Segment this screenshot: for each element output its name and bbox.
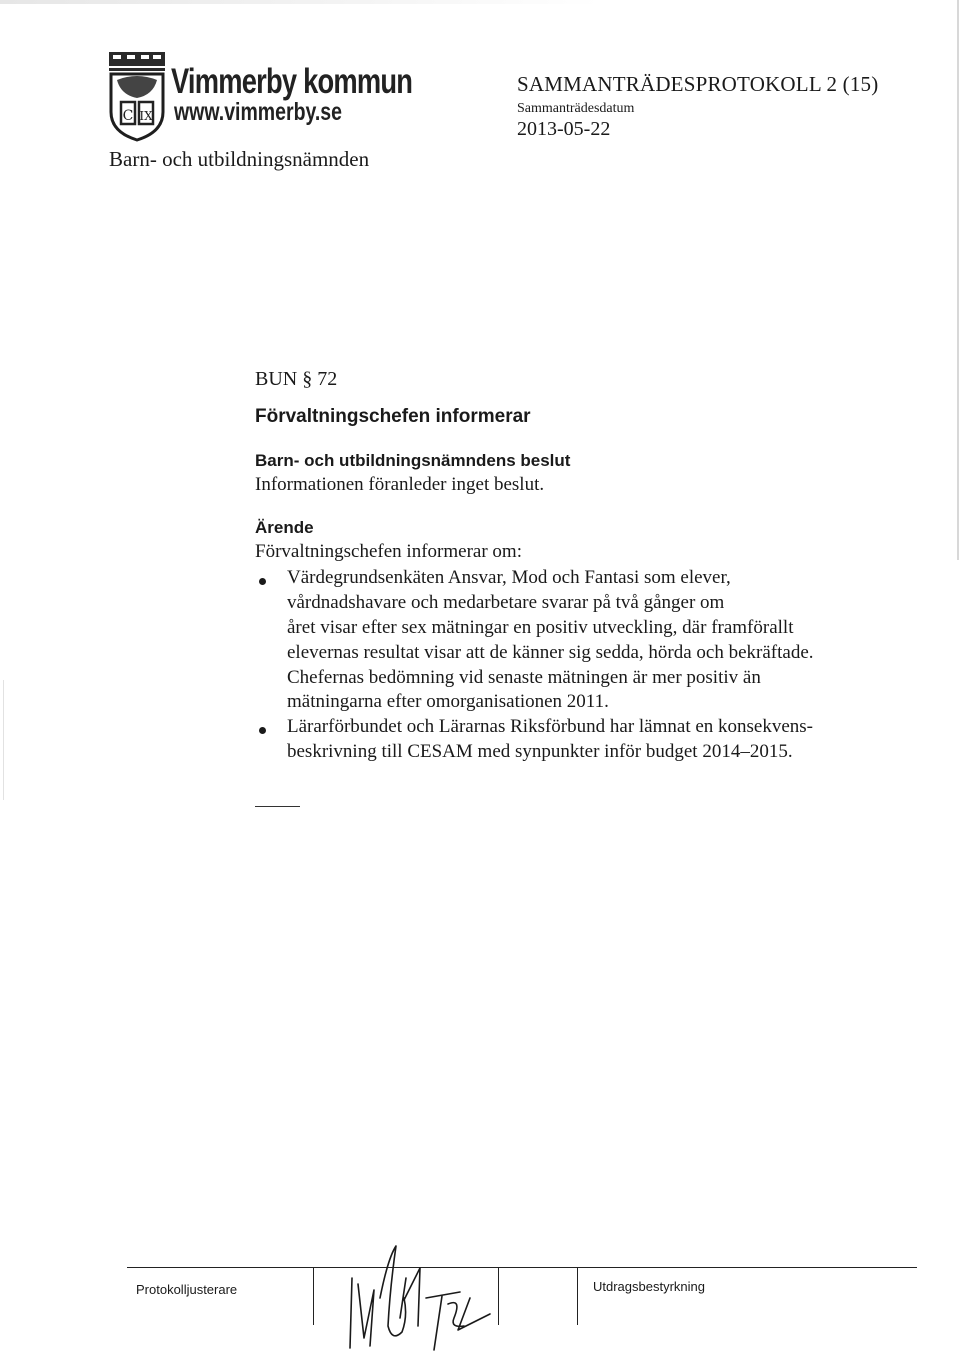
scan-artifact-left — [3, 680, 4, 800]
bullet-1-line-4: elevernas resultat visar att de känner sig sedda, hörda och bekräftade. — [287, 642, 814, 663]
scan-artifact-top — [0, 0, 600, 4]
footer-rule — [127, 1267, 917, 1268]
case-heading: Ärende — [255, 518, 314, 537]
signature-box-left-border — [313, 1267, 314, 1325]
handwritten-signature — [330, 1238, 500, 1358]
case-intro: Förvaltningschefen informerar om: — [255, 541, 522, 562]
bullet-dot-2 — [259, 727, 266, 734]
certification-label: Utdragsbestyrkning — [593, 1279, 705, 1294]
bullet-1-line-1: Värdegrundsenkäten Ansvar, Mod och Fantasi som elever, — [287, 567, 731, 588]
org-url: www.vimmerby.se — [174, 98, 342, 126]
end-divider — [255, 806, 300, 807]
bullet-1-line-5: Chefernas bedömning vid senaste mätningen är mer positiv än — [287, 667, 761, 688]
item-heading: Förvaltningschefen informerar — [255, 406, 531, 427]
bullet-dot-1 — [259, 578, 266, 585]
bullet-1-line-6: mätningarna efter omorganisationen 2011. — [287, 691, 609, 712]
bullet-1-line-3: året visar efter sex mätningar en positiv utveckling, där framförallt — [287, 617, 794, 638]
coat-of-arms-logo — [107, 50, 167, 142]
protocol-title: SAMMANTRÄDESPROTOKOLL 2 (15) — [517, 72, 879, 96]
svg-text:IX: IX — [139, 109, 153, 123]
bullet-2-line-2: beskrivning till CESAM med synpunkter inför budget 2014–2015. — [287, 741, 793, 762]
scan-artifact-right — [957, 0, 959, 560]
section-number: BUN § 72 — [255, 368, 338, 390]
decision-heading: Barn- och utbildningsnämndens beslut — [255, 451, 571, 470]
certification-box-border — [577, 1267, 578, 1325]
bullet-2-line-1: Lärarförbundet och Lärarnas Riksförbund har lämnat en konsekvens- — [287, 716, 814, 737]
svg-text:C: C — [122, 108, 134, 124]
decision-text: Informationen föranleder inget beslut. — [255, 474, 545, 495]
meeting-date: 2013-05-22 — [517, 118, 611, 140]
adjuster-label: Protokolljusterare — [136, 1282, 238, 1297]
org-name-logo: Vimmerby kommun — [171, 62, 413, 101]
bullet-1-line-2: vårdnadshavare och medarbetare svarar på två gånger om — [287, 592, 725, 613]
department-name: Barn- och utbildningsnämnden — [109, 147, 370, 171]
meeting-date-label: Sammanträdesdatum — [517, 101, 635, 116]
